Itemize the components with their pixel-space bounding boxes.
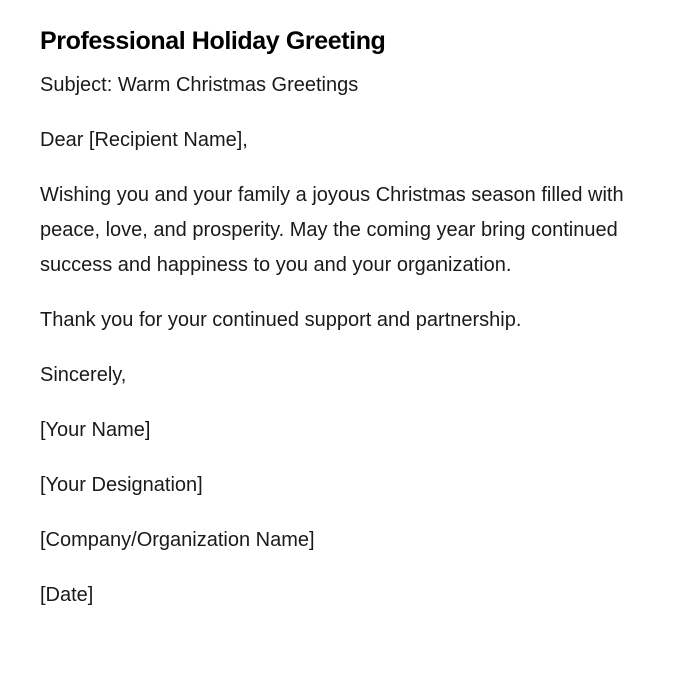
signature-date: [Date] — [40, 584, 94, 606]
body-paragraph: Wishing you and your family a joyous Christmas season filled with peace, love, and prosperity. May the coming year bring continued success and happiness to you and your organization. — [40, 184, 624, 276]
signature-name: [Your Name] — [40, 419, 151, 441]
salutation: Dear [Recipient Name], — [40, 129, 248, 151]
closing: Sincerely, — [40, 364, 127, 386]
subject-line: Subject: Warm Christmas Greetings — [40, 74, 359, 96]
document-title: Professional Holiday Greeting — [40, 27, 386, 55]
document — [40, 24, 640, 633]
thanks-paragraph: Thank you for your continued support and partnership. — [40, 309, 522, 331]
signature-company: [Company/Organization Name] — [40, 529, 315, 551]
signature-designation: [Your Designation] — [40, 474, 203, 496]
